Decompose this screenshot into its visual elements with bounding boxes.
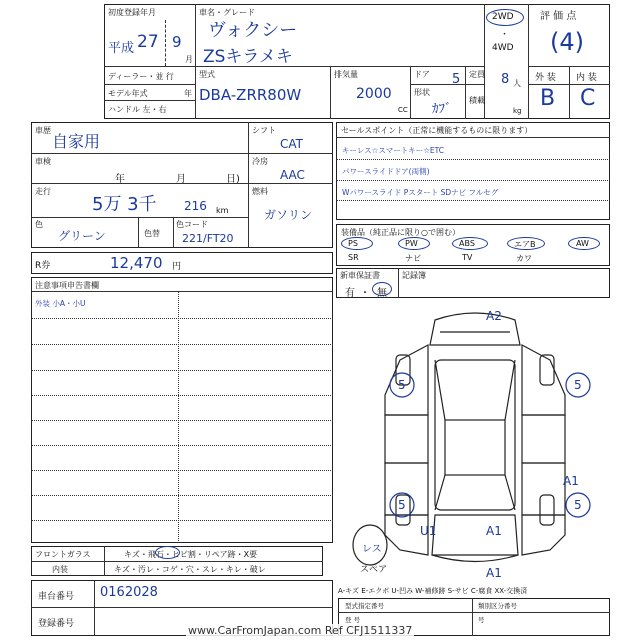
damage-mark-a1-bottom: A1 <box>486 566 502 580</box>
footer-field-2: 登 号 <box>345 616 361 624</box>
color-value: グリーン <box>58 229 106 243</box>
damage-mark-tire-rr: 5 <box>574 498 582 512</box>
damage-mark-a1-right: A1 <box>563 474 579 488</box>
recycle-box <box>31 252 333 274</box>
notes-title: 注意事項申告書欄 <box>35 281 99 290</box>
exterior-value: B <box>540 86 556 111</box>
interior-label: 内 装 <box>576 73 597 83</box>
km-unit: km <box>216 206 229 215</box>
kg-unit: kg <box>513 107 522 115</box>
era-value: 平成 <box>108 41 135 56</box>
equipment-title: 装備品（純正品に限り○で囲む） <box>341 228 460 237</box>
interior-value: C <box>580 86 596 111</box>
damage-legend: A-キズ E-エクボ U-凹み W-補修跡 S-サビ C-腐食 XX-交換済 <box>338 587 528 595</box>
shape-value: ｶﾌﾞ <box>432 102 452 117</box>
sales-line-1: キーレス☆スマートキー☆ETC <box>342 146 445 155</box>
equip-pw: PW <box>405 239 418 248</box>
model-year-unit: 年 <box>184 89 192 98</box>
front-glass-label: フロントガラス <box>35 550 91 559</box>
record-label: 記録簿 <box>402 271 426 280</box>
equip-tv: TV <box>462 253 473 262</box>
new-warranty-label: 新車保証書 <box>340 271 380 280</box>
color-change-label: 色替 <box>144 229 160 238</box>
handle-label: ハンドル 左・右 <box>108 105 167 114</box>
sales-title: セールスポイント（正常に機能するものに限ります） <box>341 126 533 135</box>
shift-label: シフト <box>252 126 276 135</box>
equip-leather: カワ <box>516 254 532 263</box>
inspection-month-unit: 月 <box>176 174 186 185</box>
dealer-label: ディーラー・並 行 <box>108 72 174 81</box>
interior-cond-value: キズ・汚レ・コゲ・穴・スレ・キレ・破レ <box>114 565 266 574</box>
mileage-value2: 216 <box>184 199 207 213</box>
drive-2wd: 2WD <box>492 12 514 22</box>
cc-unit: CC <box>398 106 408 114</box>
drive-4wd: 4WD <box>492 43 514 53</box>
name-grade-label: 車名・グレード <box>199 8 255 17</box>
first-reg-label: 初度登録年月 <box>108 8 156 17</box>
drive-dot: ・ <box>500 30 510 40</box>
mileage-label: 走行 <box>35 187 51 196</box>
warranty-none: 無 <box>377 288 387 299</box>
month-unit: 月 <box>185 55 193 64</box>
color-code-label: 色コード <box>176 220 208 229</box>
damage-mark-tire-fl: 5 <box>398 378 406 392</box>
inspection-year-unit: 年 <box>115 174 125 185</box>
damage-mark-a1-rear: A1 <box>486 524 502 538</box>
inspection-day-unit: 日) <box>226 174 240 185</box>
recycle-label: R券 <box>35 261 51 271</box>
recycle-value: 12,470 <box>110 254 163 272</box>
car-grade: ZSキラメキ <box>203 47 293 67</box>
footer-field-3: 類別区分番号 <box>478 602 517 610</box>
chassis-value: 0162028 <box>100 585 158 600</box>
spare-circle-text: レス <box>362 544 382 555</box>
shape-label: 形状 <box>414 88 430 97</box>
reg-number-label: 登録番号 <box>38 619 75 629</box>
notes-first-line: 外装 小A・小U <box>35 299 86 308</box>
displacement-value: 2000 <box>356 86 392 102</box>
color-code-value: 221/FT20 <box>182 232 234 245</box>
aircon-label: 冷房 <box>252 157 268 166</box>
shift-value: CAT <box>280 137 303 151</box>
recycle-unit: 円 <box>172 262 182 272</box>
warranty-dot: ・ <box>360 288 370 299</box>
equip-ps: PS <box>348 239 358 248</box>
car-name: ヴォクシー <box>208 20 298 41</box>
usage-value: 自家用 <box>52 132 101 151</box>
usage-label: 車歴 <box>35 126 51 135</box>
equip-navi: ナビ <box>405 254 421 263</box>
year-value: 27 <box>137 32 159 52</box>
fuel-label: 燃料 <box>252 187 268 196</box>
damage-mark-u1: U1 <box>420 524 437 538</box>
displacement-label: 排気量 <box>334 70 358 79</box>
interior-cond-label: 内装 <box>52 565 68 574</box>
damage-mark-tire-rl: 5 <box>398 498 406 512</box>
aircon-value: AAC <box>280 168 305 182</box>
sales-line-2: パワースライドドア(両側) <box>342 167 430 176</box>
load-label: 積載 <box>469 96 485 105</box>
type-label: 型式 <box>199 70 215 79</box>
inspection-label: 車検 <box>35 157 51 166</box>
month-value: 9 <box>172 33 182 51</box>
exterior-label: 外 装 <box>535 73 556 83</box>
damage-mark-a2: A2 <box>486 309 502 323</box>
equip-airbag: エアB <box>514 240 536 249</box>
score-label: 評 価 点 <box>540 11 577 22</box>
spare-label: スペア <box>360 565 388 575</box>
watermark: www.CarFromJapan.com Ref CFJ1511337 <box>188 624 413 637</box>
equip-sr: SR <box>348 253 359 262</box>
fuel-value: ガソリン <box>264 208 313 222</box>
door-value: 5 <box>452 72 461 87</box>
sales-line-3: Wパワースライド Pスタート SDナビ フルセグ <box>342 188 499 197</box>
model-year-label: モデル年式 <box>108 89 148 98</box>
damage-mark-tire-fr: 5 <box>574 378 582 392</box>
equip-abs: ABS <box>459 239 475 248</box>
front-glass-value: キズ・飛石・ヒビ割・リペア跡・X要 <box>124 550 258 559</box>
color-label: 色 <box>35 220 43 229</box>
equip-aw: AW <box>576 239 589 248</box>
capacity-unit: 人 <box>513 79 521 88</box>
notes-box <box>31 277 333 543</box>
score-value: (4) <box>550 28 584 56</box>
mileage-value: 5万 3千 <box>92 194 157 215</box>
footer-field-4: 号 <box>478 616 485 624</box>
chassis-label: 車台番号 <box>38 592 75 602</box>
footer-field-1: 型式指定番号 <box>345 602 384 610</box>
capacity-label: 定員 <box>469 70 485 79</box>
door-label: ドア <box>414 70 430 79</box>
warranty-have: 有 <box>345 288 355 299</box>
capacity-value: 8 <box>501 72 510 87</box>
type-value: DBA-ZRR80W <box>199 86 302 104</box>
